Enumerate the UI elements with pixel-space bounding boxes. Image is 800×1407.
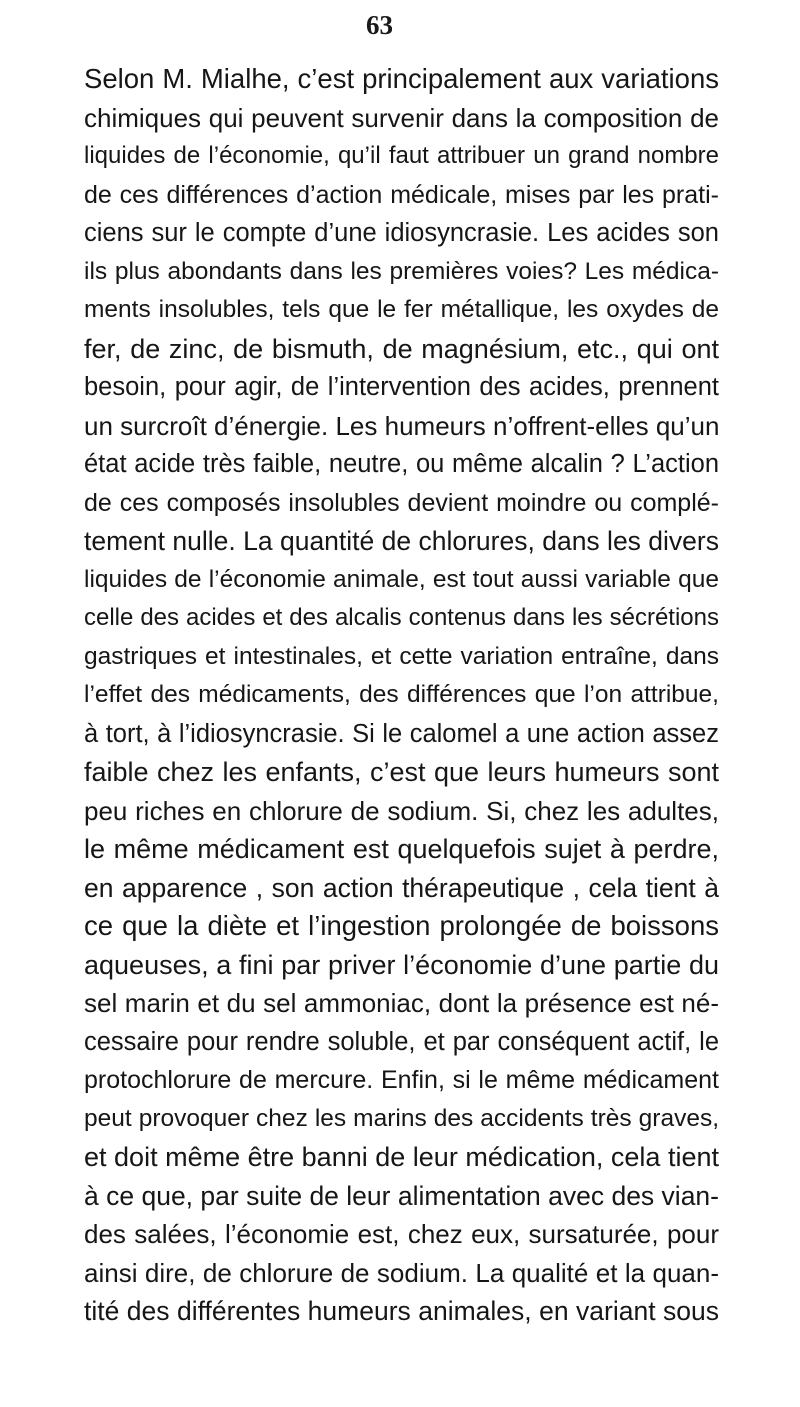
text-line: ainsi dire, de chlorure de sodium. La qualité et la quan- — [84, 1257, 719, 1288]
text-line: ments insolubles, tels que le fer métallique, les oxydes de — [84, 296, 719, 323]
text-line: de ces composés insolubles devient moindre ou complé- — [84, 488, 719, 517]
text-line: tité des différentes humeurs animales, en variant sous — [84, 1296, 719, 1326]
text-line: besoin, pour agir, de l’intervention des acides, prennent — [84, 373, 719, 401]
text-line: peut provoquer chez les marins des accidents très graves, — [84, 1104, 719, 1132]
text-line: liquides de l’économie, qu’il faut attribuer un grand nombre — [84, 142, 719, 169]
text-line: aqueuses, a fini par priver l’économie d’une partie du — [84, 949, 719, 980]
text-line: celle des acides et des alcalis contenus dans les sécrétions — [84, 604, 719, 631]
text-line: ils plus abondants dans les premières voies? Les médica- — [84, 257, 719, 285]
text-line: et doit même être banni de leur médication, cela tient — [84, 1142, 719, 1172]
text-line: faible chez les enfants, c’est que leurs humeurs sont — [84, 757, 719, 787]
text-line: en apparence , son action thérapeutique , cela tient à — [84, 872, 719, 903]
text-line: des salées, l’économie est, chez eux, sursaturée, pour — [84, 1219, 719, 1249]
text-line: cessaire pour rendre soluble, et par conséquent actif, le — [84, 1027, 719, 1056]
text-line: à tort, à l’idiosyncrasie. Si le calomel a une action assez — [84, 719, 719, 748]
text-line: le même médicament est quelquefois sujet à perdre, — [84, 834, 719, 864]
text-line: liquides de l’économie animale, est tout aussi variable que — [84, 565, 719, 593]
text-line: peu riches en chlorure de sodium. Si, chez les adultes, — [84, 795, 719, 826]
text-line: fer, de zinc, de bismuth, de magnésium, etc., qui ont — [84, 333, 719, 364]
page-number: 63 — [366, 10, 393, 40]
text-line: à ce que, par suite de leur alimentation avec des vian- — [84, 1180, 719, 1211]
text-line: état acide très faible, neutre, ou même alcalin ? L’action — [84, 450, 719, 478]
text-line: ciens sur le compte d’une idiosyncrasie. Les acides son — [84, 219, 719, 247]
text-line: ce que la diète et l’ingestion prolongée de boissons — [84, 910, 719, 941]
text-line: chimiques qui peuvent survenir dans la composition de — [84, 102, 719, 133]
text-line: protochlorure de mercure. Enfin, si le même médicament — [84, 1066, 719, 1094]
body-text — [84, 60, 719, 1331]
text-line: Selon M. Mialhe, c’est principalement aux variations — [84, 63, 719, 94]
text-line: l’effet des médicaments, des différences que l’on attribue, — [84, 681, 719, 708]
text-line: sel marin et du sel ammoniac, dont la présence est né- — [84, 988, 719, 1018]
text-line: tement nulle. La quantité de chlorures, dans les divers — [84, 526, 719, 556]
text-line: de ces différences d’action médicale, mises par les prati- — [84, 180, 719, 209]
text-line: gastriques et intestinales, et cette variation entraîne, dans — [84, 642, 719, 670]
text-line: un surcroît d’énergie. Les humeurs n’offrent-elles qu’un — [84, 410, 720, 441]
